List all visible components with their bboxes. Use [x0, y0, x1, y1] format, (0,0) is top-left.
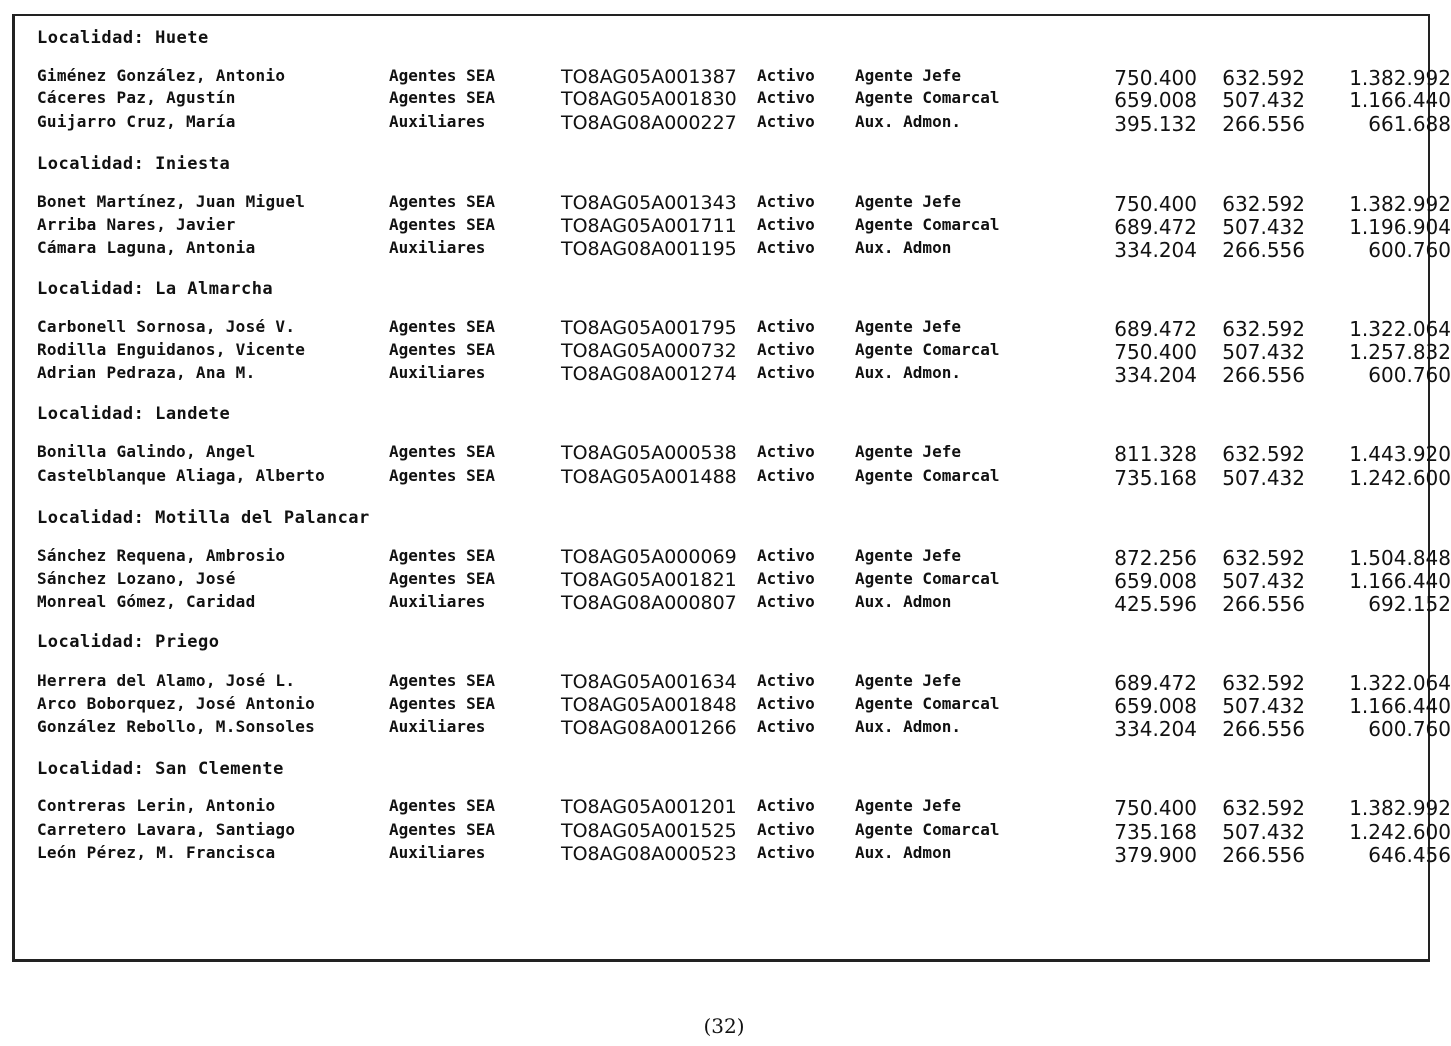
- table-row: [15, 215, 1451, 239]
- employee-status: Activo: [757, 592, 815, 611]
- employee-code: TO8AG05A001821: [561, 569, 737, 591]
- amount-2: 632.592: [1222, 317, 1305, 341]
- employee-name: Arriba Nares, Javier: [37, 215, 236, 234]
- amount-1: 334.204: [1114, 363, 1197, 387]
- employee-name: Adrian Pedraza, Ana M.: [37, 363, 256, 382]
- table-row: [15, 820, 1451, 844]
- employee-role: Aux. Admon.: [855, 363, 961, 382]
- employee-role: Aux. Admon.: [855, 112, 961, 131]
- employee-role: Aux. Admon: [855, 843, 952, 862]
- employee-code: TO8AG05A000538: [561, 442, 737, 464]
- amount-2: 632.592: [1222, 442, 1305, 466]
- amount-2: 632.592: [1222, 671, 1305, 695]
- amount-2: 632.592: [1222, 192, 1305, 216]
- amount-2: 632.592: [1222, 546, 1305, 570]
- employee-name: Contreras Lerin, Antonio: [37, 796, 276, 815]
- employee-code: TO8AG08A001195: [561, 238, 737, 260]
- amount-1: 689.472: [1114, 671, 1197, 695]
- employee-code: TO8AG05A001525: [561, 820, 737, 842]
- amount-1: 750.400: [1114, 340, 1197, 364]
- employee-name: Bonilla Galindo, Angel: [37, 442, 256, 461]
- employee-category: Auxiliares: [389, 592, 486, 611]
- section-title: Localidad: Priego: [37, 632, 220, 652]
- employee-category: Agentes SEA: [389, 694, 495, 713]
- amount-total: 1.322.064: [1349, 671, 1451, 695]
- table-row: [15, 112, 1451, 136]
- amount-total: 1.196.904: [1349, 215, 1451, 239]
- table-row: [15, 238, 1451, 262]
- employee-name: Castelblanque Aliaga, Alberto: [37, 466, 326, 485]
- employee-category: Agentes SEA: [389, 66, 495, 85]
- employee-name: Sánchez Requena, Ambrosio: [37, 546, 286, 565]
- employee-status: Activo: [757, 88, 815, 107]
- amount-2: 266.556: [1222, 717, 1305, 741]
- amount-1: 735.168: [1114, 820, 1197, 844]
- employee-name: Cámara Laguna, Antonia: [37, 238, 256, 257]
- employee-name: Giménez González, Antonio: [37, 66, 286, 85]
- employee-role: Aux. Admon: [855, 238, 952, 257]
- amount-total: 600.760: [1368, 363, 1451, 387]
- amount-total: 1.322.064: [1349, 317, 1451, 341]
- amount-1: 750.400: [1114, 66, 1197, 90]
- table-row: [15, 66, 1451, 90]
- amount-total: 1.242.600: [1349, 820, 1451, 844]
- employee-category: Agentes SEA: [389, 466, 495, 485]
- employee-category: Agentes SEA: [389, 317, 495, 336]
- employee-status: Activo: [757, 546, 815, 565]
- amount-2: 266.556: [1222, 843, 1305, 867]
- employee-code: TO8AG05A000069: [561, 546, 737, 568]
- amount-1: 334.204: [1114, 238, 1197, 262]
- employee-role: Aux. Admon.: [855, 717, 961, 736]
- table-row: [15, 317, 1451, 341]
- employee-role: Agente Comarcal: [855, 215, 1000, 234]
- table-row: [15, 546, 1451, 570]
- amount-1: 659.008: [1114, 694, 1197, 718]
- table-row: [15, 796, 1451, 820]
- amount-1: 659.008: [1114, 88, 1197, 112]
- employee-code: TO8AG05A001711: [561, 215, 737, 237]
- employee-code: TO8AG05A001387: [561, 66, 737, 88]
- amount-2: 507.432: [1222, 466, 1305, 490]
- employee-status: Activo: [757, 843, 815, 862]
- employee-category: Agentes SEA: [389, 340, 495, 359]
- employee-category: Agentes SEA: [389, 569, 495, 588]
- employee-status: Activo: [757, 671, 815, 690]
- table-row: [15, 442, 1451, 466]
- employee-category: Auxiliares: [389, 238, 486, 257]
- employee-category: Auxiliares: [389, 843, 486, 862]
- amount-2: 507.432: [1222, 88, 1305, 112]
- employee-name: Carretero Lavara, Santiago: [37, 820, 296, 839]
- amount-1: 689.472: [1114, 317, 1197, 341]
- employee-code: TO8AG05A001488: [561, 466, 737, 488]
- employee-name: Guijarro Cruz, María: [37, 112, 236, 131]
- employee-category: Agentes SEA: [389, 215, 495, 234]
- employee-role: Agente Jefe: [855, 66, 961, 85]
- employee-status: Activo: [757, 340, 815, 359]
- amount-1: 750.400: [1114, 796, 1197, 820]
- employee-name: Rodilla Enguidanos, Vicente: [37, 340, 306, 359]
- table-row: [15, 88, 1451, 112]
- employee-status: Activo: [757, 569, 815, 588]
- employee-status: Activo: [757, 363, 815, 382]
- employee-name: Bonet Martínez, Juan Miguel: [37, 192, 306, 211]
- employee-role: Agente Comarcal: [855, 820, 1000, 839]
- amount-1: 872.256: [1114, 546, 1197, 570]
- employee-name: León Pérez, M. Francisca: [37, 843, 276, 862]
- employee-code: TO8AG08A000807: [561, 592, 737, 614]
- employee-status: Activo: [757, 66, 815, 85]
- table-row: [15, 363, 1451, 387]
- page-number: (32): [703, 1014, 745, 1038]
- table-row: [15, 340, 1451, 364]
- employee-category: Agentes SEA: [389, 442, 495, 461]
- amount-1: 659.008: [1114, 569, 1197, 593]
- employee-status: Activo: [757, 192, 815, 211]
- employee-name: Monreal Gómez, Caridad: [37, 592, 256, 611]
- amount-2: 507.432: [1222, 215, 1305, 239]
- amount-total: 646.456: [1368, 843, 1451, 867]
- employee-code: TO8AG08A001266: [561, 717, 737, 739]
- employee-name: Arco Boborquez, José Antonio: [37, 694, 316, 713]
- employee-status: Activo: [757, 694, 815, 713]
- employee-status: Activo: [757, 796, 815, 815]
- employee-status: Activo: [757, 717, 815, 736]
- employee-role: Agente Jefe: [855, 317, 961, 336]
- employee-status: Activo: [757, 317, 815, 336]
- amount-total: 1.257.832: [1349, 340, 1451, 364]
- employee-role: Agente Jefe: [855, 671, 961, 690]
- employee-role: Agente Comarcal: [855, 569, 1000, 588]
- employee-category: Agentes SEA: [389, 88, 495, 107]
- employee-code: TO8AG08A000523: [561, 843, 737, 865]
- employee-role: Aux. Admon: [855, 592, 952, 611]
- employee-code: TO8AG08A000227: [561, 112, 737, 134]
- employee-category: Auxiliares: [389, 112, 486, 131]
- amount-total: 661.688: [1368, 112, 1451, 136]
- amount-total: 600.760: [1368, 238, 1451, 262]
- employee-name: Carbonell Sornosa, José V.: [37, 317, 296, 336]
- employee-role: Agente Jefe: [855, 796, 961, 815]
- table-row: [15, 843, 1451, 867]
- amount-1: 811.328: [1114, 442, 1197, 466]
- table-row: [15, 717, 1451, 741]
- table-row: [15, 694, 1451, 718]
- employee-name: Herrera del Alamo, José L.: [37, 671, 296, 690]
- amount-2: 507.432: [1222, 340, 1305, 364]
- employee-category: Agentes SEA: [389, 796, 495, 815]
- employee-code: TO8AG05A001795: [561, 317, 737, 339]
- employee-code: TO8AG05A001201: [561, 796, 737, 818]
- amount-total: 1.443.920: [1349, 442, 1451, 466]
- employee-code: TO8AG05A001343: [561, 192, 737, 214]
- employee-name: Sánchez Lozano, José: [37, 569, 236, 588]
- employee-code: TO8AG05A001830: [561, 88, 737, 110]
- amount-2: 507.432: [1222, 569, 1305, 593]
- employee-category: Agentes SEA: [389, 671, 495, 690]
- amount-1: 334.204: [1114, 717, 1197, 741]
- amount-1: 395.132: [1114, 112, 1197, 136]
- employee-role: Agente Comarcal: [855, 340, 1000, 359]
- table-row: [15, 192, 1451, 216]
- amount-2: 632.592: [1222, 66, 1305, 90]
- employee-role: Agente Comarcal: [855, 88, 1000, 107]
- amount-2: 266.556: [1222, 112, 1305, 136]
- employee-status: Activo: [757, 820, 815, 839]
- employee-name: González Rebollo, M.Sonsoles: [37, 717, 316, 736]
- employee-code: TO8AG05A001634: [561, 671, 737, 693]
- amount-total: 1.166.440: [1349, 694, 1451, 718]
- amount-total: 1.166.440: [1349, 88, 1451, 112]
- section-title: Localidad: San Clemente: [37, 759, 284, 779]
- employee-role: Agente Comarcal: [855, 694, 1000, 713]
- amount-total: 1.166.440: [1349, 569, 1451, 593]
- amount-1: 735.168: [1114, 466, 1197, 490]
- amount-total: 1.504.848: [1349, 546, 1451, 570]
- employee-role: Agente Jefe: [855, 192, 961, 211]
- employee-category: Auxiliares: [389, 363, 486, 382]
- employee-category: Agentes SEA: [389, 546, 495, 565]
- section-title: Localidad: La Almarcha: [37, 279, 274, 299]
- amount-1: 425.596: [1114, 592, 1197, 616]
- employee-category: Agentes SEA: [389, 820, 495, 839]
- amount-1: 750.400: [1114, 192, 1197, 216]
- section-title: Localidad: Huete: [37, 28, 209, 48]
- table-frame: [12, 14, 1451, 962]
- employee-code: TO8AG08A001274: [561, 363, 737, 385]
- employee-name: Cáceres Paz, Agustín: [37, 88, 236, 107]
- amount-total: 600.760: [1368, 717, 1451, 741]
- section-title: Localidad: Iniesta: [37, 154, 231, 174]
- amount-total: 1.382.992: [1349, 796, 1451, 820]
- amount-total: 1.242.600: [1349, 466, 1451, 490]
- amount-2: 507.432: [1222, 820, 1305, 844]
- employee-category: Agentes SEA: [389, 192, 495, 211]
- employee-status: Activo: [757, 238, 815, 257]
- employee-status: Activo: [757, 466, 815, 485]
- amount-2: 632.592: [1222, 796, 1305, 820]
- table-row: [15, 466, 1451, 490]
- amount-1: 379.900: [1114, 843, 1197, 867]
- employee-status: Activo: [757, 215, 815, 234]
- amount-2: 507.432: [1222, 694, 1305, 718]
- table-row: [15, 592, 1451, 616]
- employee-code: TO8AG05A001848: [561, 694, 737, 716]
- section-title: Localidad: Landete: [37, 404, 231, 424]
- employee-status: Activo: [757, 112, 815, 131]
- amount-total: 692.152: [1368, 592, 1451, 616]
- amount-total: 1.382.992: [1349, 192, 1451, 216]
- employee-category: Auxiliares: [389, 717, 486, 736]
- employee-code: TO8AG05A000732: [561, 340, 737, 362]
- employee-role: Agente Jefe: [855, 442, 961, 461]
- amount-2: 266.556: [1222, 592, 1305, 616]
- employee-role: Agente Comarcal: [855, 466, 1000, 485]
- amount-2: 266.556: [1222, 363, 1305, 387]
- section-title: Localidad: Motilla del Palancar: [37, 508, 370, 528]
- amount-total: 1.382.992: [1349, 66, 1451, 90]
- employee-role: Agente Jefe: [855, 546, 961, 565]
- employee-status: Activo: [757, 442, 815, 461]
- table-row: [15, 569, 1451, 593]
- amount-2: 266.556: [1222, 238, 1305, 262]
- amount-1: 689.472: [1114, 215, 1197, 239]
- table-row: [15, 671, 1451, 695]
